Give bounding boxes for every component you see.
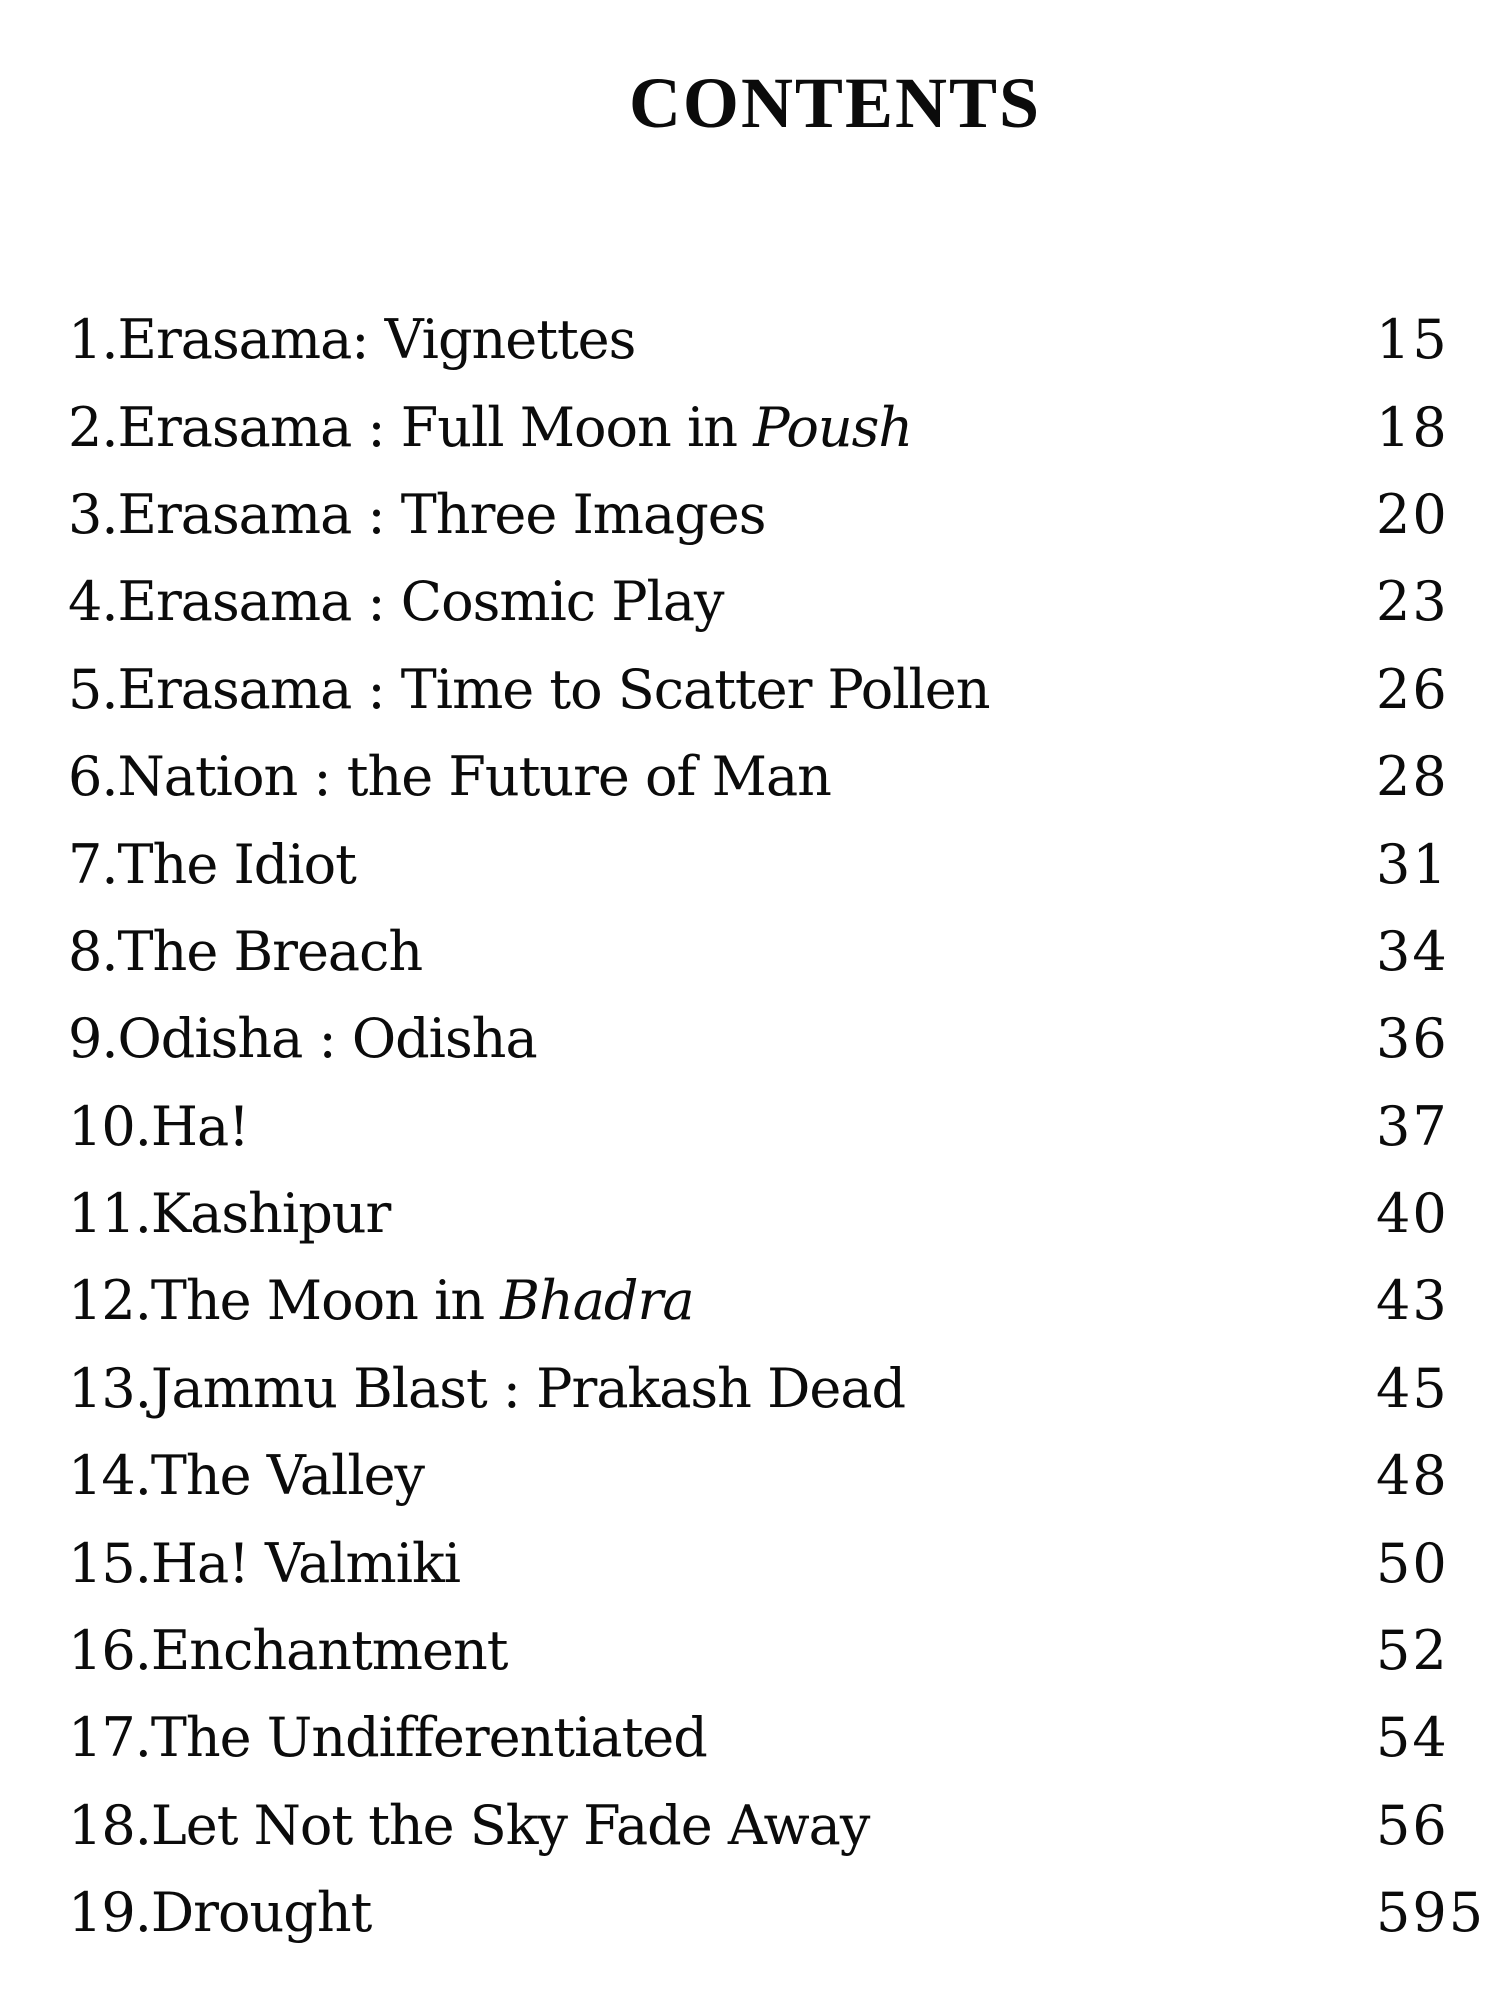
entry-title-text: Ha! (150, 1094, 249, 1158)
toc-entry (68, 908, 1488, 995)
entry-title-text: Erasama : Time to Scatter Pollen (117, 657, 990, 721)
entry-title (151, 1532, 460, 1595)
entry-number: 2. (68, 395, 118, 459)
entry-page-number: 37 (1376, 1094, 1449, 1158)
entry-title (118, 920, 423, 983)
entry-page-number: 48 (1376, 1444, 1449, 1508)
entry-number: 4. (68, 570, 118, 634)
entry-title-text: Odisha : Odisha (117, 1007, 537, 1071)
toc-entry (68, 1607, 1488, 1694)
entry-number: 15. (68, 1531, 151, 1595)
entry-title-text: Erasama: Vignettes (117, 308, 636, 372)
toc-entry (68, 1869, 1488, 1956)
entry-page-number: 34 (1376, 919, 1449, 983)
entry-number: 18. (68, 1793, 151, 1857)
entry-number: 3. (68, 482, 118, 546)
toc-entry (68, 995, 1488, 1082)
toc-entry (68, 1170, 1488, 1257)
entry-page-number: 56 (1376, 1793, 1449, 1857)
entry-title (151, 1357, 905, 1420)
entry-page-number: 18 (1376, 395, 1449, 459)
entry-page-number: 23 (1376, 570, 1449, 634)
entry-title-text: The Idiot (117, 832, 356, 896)
entry-number: 1. (68, 308, 118, 372)
entry-number: 16. (68, 1619, 151, 1683)
entry-number: 10. (68, 1094, 151, 1158)
entry-page-number: 15 (1376, 308, 1449, 372)
entry-title (151, 1881, 371, 1944)
entry-page-number: 36 (1376, 1007, 1449, 1071)
toc-entry (68, 733, 1488, 820)
toc-entry (68, 1257, 1488, 1344)
entry-title-text: The Breach (117, 919, 423, 983)
entry-title-text: Let Not the Sky Fade Away (150, 1793, 870, 1857)
entry-number: 19. (68, 1881, 151, 1945)
entry-number: 13. (68, 1356, 151, 1420)
entry-title-text: Drought (150, 1881, 372, 1945)
entry-page-number: 40 (1376, 1182, 1449, 1246)
toc-entry (68, 383, 1488, 470)
entry-number: 12. (68, 1269, 151, 1333)
entry-title-text: Nation : the Future of Man (117, 745, 831, 809)
entry-title-text: Erasama : Cosmic Play (117, 570, 724, 634)
entry-page-number: 50 (1376, 1531, 1449, 1595)
entry-title (151, 1706, 707, 1769)
toc-entry (68, 646, 1488, 733)
entry-title-text: Jammu Blast : Prakash Dead (150, 1356, 906, 1420)
entry-number: 9. (68, 1007, 118, 1071)
entry-title (118, 396, 913, 459)
entry-title (151, 1794, 869, 1857)
toc-entry (68, 1432, 1488, 1519)
entry-number: 11. (68, 1182, 151, 1246)
entry-title (118, 745, 831, 808)
entry-page-number: 43 (1376, 1269, 1449, 1333)
entry-number: 17. (68, 1706, 151, 1770)
entry-title-text: Kashipur (150, 1182, 391, 1246)
entry-page-number: 45 (1376, 1356, 1449, 1420)
entry-title-text: The Valley (150, 1444, 425, 1508)
toc-entry (68, 1345, 1488, 1432)
toc-entry (68, 1694, 1488, 1781)
entry-page-number: 31 (1376, 832, 1449, 896)
entry-title (151, 1095, 249, 1158)
entry-title-italic: Poush (753, 395, 913, 459)
table-of-contents (68, 296, 1488, 1956)
entry-title-text: Erasama : Full Moon in (117, 395, 754, 459)
entry-page-number: 28 (1376, 745, 1449, 809)
toc-entry (68, 1083, 1488, 1170)
entry-title (118, 483, 766, 546)
entry-title-text: The Moon in (150, 1269, 501, 1333)
entry-title-italic: Bhadra (500, 1269, 694, 1333)
entry-title (151, 1444, 424, 1507)
entry-number: 5. (68, 657, 118, 721)
entry-number: 14. (68, 1444, 151, 1508)
entry-title (118, 308, 636, 371)
toc-entry (68, 471, 1488, 558)
entry-title (118, 1007, 537, 1070)
entry-title (151, 1619, 508, 1682)
entry-title (118, 833, 356, 896)
entry-page-number: 52 (1376, 1619, 1449, 1683)
page-title: CONTENTS (628, 63, 1042, 143)
entry-page-number: 54 (1376, 1706, 1449, 1770)
entry-title-text: The Undifferentiated (150, 1706, 707, 1770)
entry-number: 6. (68, 745, 118, 809)
entry-title-text: Ha! Valmiki (150, 1531, 461, 1595)
entry-title (118, 658, 990, 721)
entry-title (118, 570, 724, 633)
entry-page-number: 26 (1376, 657, 1449, 721)
toc-entry (68, 558, 1488, 645)
entry-title-text: Enchantment (150, 1619, 508, 1683)
entry-page-number: 595 (1376, 1881, 1486, 1945)
entry-number: 8. (68, 919, 118, 983)
entry-title (151, 1269, 694, 1332)
entry-number: 7. (68, 832, 118, 896)
toc-entry (68, 1782, 1488, 1869)
entry-title-text: Erasama : Three Images (117, 482, 766, 546)
entry-page-number: 20 (1376, 482, 1449, 546)
toc-entry (68, 1519, 1488, 1606)
entry-title (151, 1182, 390, 1245)
toc-entry (68, 820, 1488, 907)
toc-entry (68, 296, 1488, 383)
